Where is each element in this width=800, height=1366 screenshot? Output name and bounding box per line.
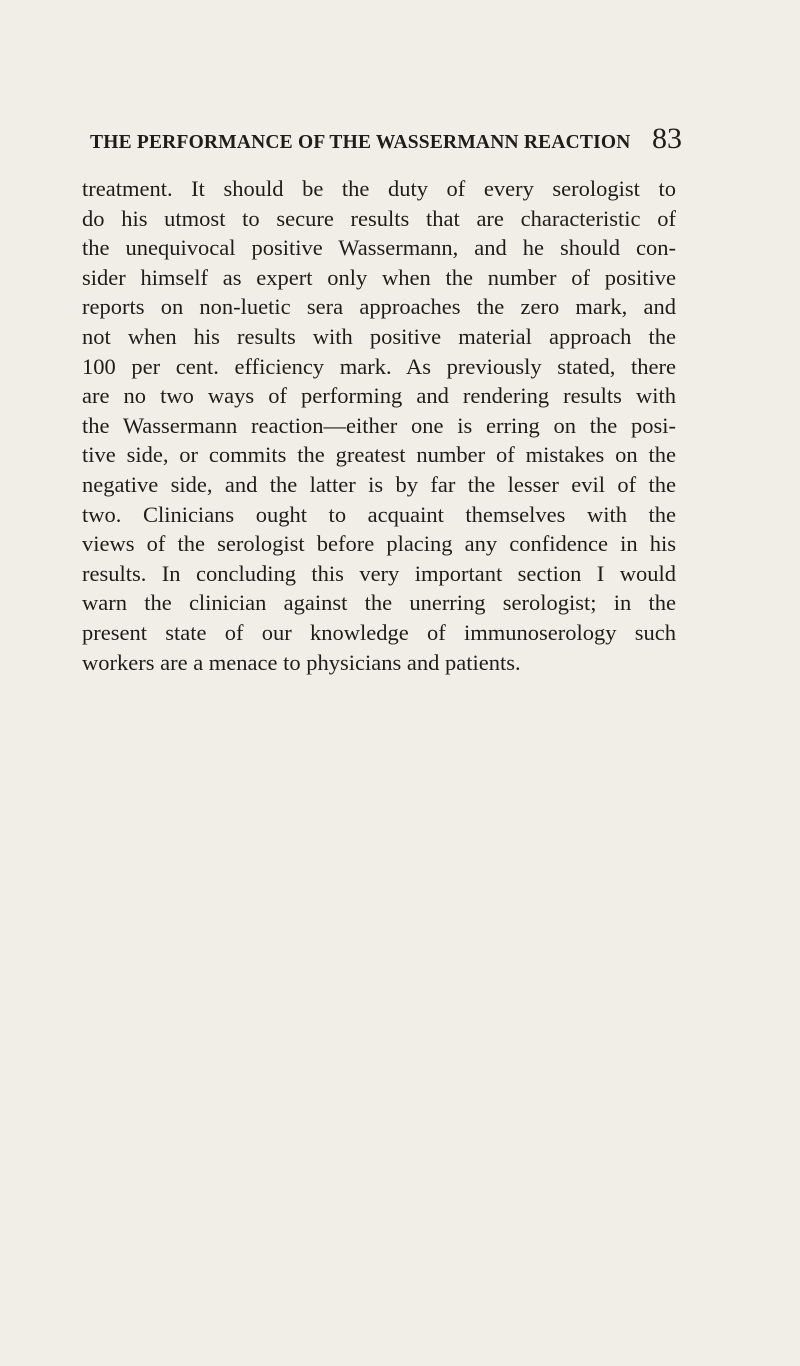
text-line: 100 per cent. efficiency mark. As previously stated, there [82,353,676,379]
text-line: warn the clinician against the unerring serologist; in the [82,590,676,616]
text-line: do his utmost to secure results that are characteristic of [82,205,676,231]
text-line: present state of our knowledge of immunoserology such [82,619,676,645]
text-line: not when his results with positive material approach the [82,323,676,349]
text-line: results. In concluding this very important section I would [82,560,676,586]
text-line: the unequivocal positive Wassermann, and he should con- [82,235,676,261]
page-number: 83 [652,122,682,155]
body-paragraph [82,174,676,677]
text-line: are no two ways of performing and rendering results with [82,383,676,409]
text-line: the Wassermann reaction—either one is erring on the posi- [82,412,676,438]
text-line: views of the serologist before placing any confidence in his [82,531,676,557]
text-line: negative side, and the latter is by far the lesser evil of the [82,471,676,497]
running-head: THE PERFORMANCE OF THE WASSERMANN REACTION [90,132,631,153]
text-line: workers are a menace to physicians and patients. [82,649,521,675]
page-header [90,124,682,158]
text-line: reports on non-luetic sera approaches the zero mark, and [82,294,676,320]
text-line: sider himself as expert only when the number of positive [82,264,676,290]
text-line: treatment. It should be the duty of every serologist to [82,176,676,201]
text-line: two. Clinicians ought to acquaint themselves with the [82,501,676,527]
text-line: tive side, or commits the greatest number of mistakes on the [82,442,676,468]
